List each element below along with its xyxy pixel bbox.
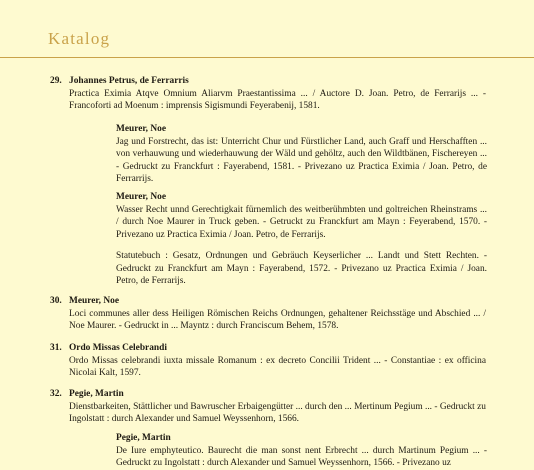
- sub-entry-description: : Gesatz, Ordnungen und Gebräuch Keyserlicher ... Landt und Stett Rechten. - Gedruckt zu Franckfurt am Mayn : Fayerabend, 1572. - Privezano uz Practica Eximia / Joan. Petro, de Ferrarijs.: [116, 251, 488, 287]
- entry-text: Dienstbarkeiten, Stättlicher und Bawruscher Erbaigengütter ... durch den ... Mertinum Pegium ... - Gedruckt zu Ingolstatt : durch Alexander und Samuel Weyssenhorn, 1566.: [69, 401, 486, 425]
- sub-entry: [116, 191, 487, 241]
- entry-number: 29.: [50, 76, 62, 86]
- entry-author: Meurer, Noe: [69, 296, 119, 306]
- entry-author: Ordo Missas Celebrandi: [69, 343, 167, 353]
- sub-entry-heading: Meurer, Noe: [116, 124, 166, 134]
- sub-entry-heading: Pegie, Martin: [116, 433, 171, 443]
- sub-entry-text: Wasser Recht unnd Gerechtigkait fürnemlich des weitberühmbten und goltreichen Rheinstrams ... / durch Noe Maurer in Truck geben. - Getruckt zu Franckfurt am Mayn : Feyerabend, 1570. - Privezano uz Practica Eximia / Joan. Petro, de Ferrarijs.: [116, 204, 487, 240]
- page-header: [0, 0, 534, 58]
- catalog-entry-32: [50, 388, 486, 426]
- catalog-entry-30: [50, 295, 486, 333]
- entry-text: Practica Eximia Atqve Omnium Aliarvm Praestantissima ... / Auctore D. Joan. Petro, de Ferrarijs ... - Francoforti ad Moenum : imprensis Sigismundi Feyerabenij, 1581.: [69, 88, 486, 112]
- entry-heading: [50, 342, 486, 355]
- page-title: Katalog: [48, 29, 111, 48]
- catalog-entry-31: [50, 342, 486, 380]
- entry-number: 31.: [50, 343, 62, 353]
- sub-entry-text: Jag und Forstrecht, das ist: Unterricht Chur und Fürstlicher Land, auch Graff und Herschafften ... von verhauwung und wiederhauwung der Wäld und gehöltz, auch den Wildtbänen, Fischereyen ... - Gedruckt zu Franckfurt : Fayerabend, 1581. - Privezano uz Practica Eximia / Joan. Petro, de Ferrarrijs.: [116, 136, 487, 185]
- entry-author: Johannes Petrus, de Ferrarris: [69, 76, 189, 86]
- entry-heading: [50, 295, 486, 308]
- entry-text: Loci communes aller dess Heiligen Römischen Reichs Ordnungen, gehaltener Reichsstäge und Abschied ... / Noe Maurer. - Gedruckt in ... Mayntz : durch Franciscum Behem, 1578.: [69, 308, 486, 332]
- entry-number: 30.: [50, 296, 62, 306]
- sub-entry: [116, 123, 487, 186]
- catalog-entry-29: [50, 75, 486, 113]
- sub-entry-label: Statutebuch: [116, 251, 161, 261]
- entry-author: Pegie, Martin: [69, 389, 124, 399]
- sub-entry-heading: Meurer, Noe: [116, 192, 166, 202]
- entry-heading: [50, 388, 486, 401]
- sub-entry-text: [116, 250, 487, 288]
- entry-number: 32.: [50, 389, 62, 399]
- entry-text: Ordo Missas celebrandi iuxta missale Romanum : ex decreto Concilii Trident ... - Constantiae : ex officina Nicolai Kalt, 1597.: [69, 355, 486, 379]
- sub-entry: [116, 250, 487, 288]
- entry-heading: [50, 75, 486, 88]
- sub-entry: [116, 432, 487, 470]
- sub-entry-text: De Iure emphyteutico. Baurecht die man sonst nent Erbrecht ... durch Martinum Pegium ... - Gedruckt zu Ingolstatt : durch Alexander und Samuel Weyssenhorn, 1566. - Privezano uz: [116, 445, 487, 469]
